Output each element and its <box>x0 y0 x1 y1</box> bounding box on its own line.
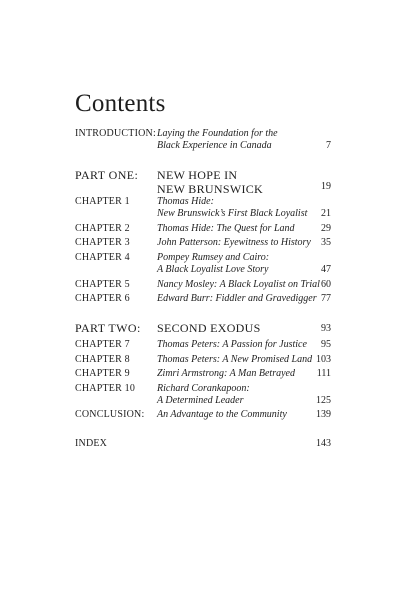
entry-title: Thomas Peters: A Passion for Justice <box>157 339 307 350</box>
entry-label: CHAPTER 5 <box>75 279 130 290</box>
entry-title: Thomas Hide: New Brunswick’s First Black Loyalist <box>157 196 308 219</box>
entry-page-number: 21 <box>321 208 331 219</box>
entry-label: INDEX <box>75 438 108 449</box>
entry-title: SECOND EXODUS <box>157 321 261 335</box>
entry-title: An Advantage to the Community <box>157 409 287 420</box>
entry-title: Richard Corankapoon: A Determined Leader <box>157 383 250 406</box>
entry-page-number: 103 <box>316 354 331 365</box>
entry-title: Nancy Mosley: A Black Loyalist on Trial <box>157 279 320 290</box>
entry-page-number: 35 <box>321 237 331 248</box>
entry-page-number: 7 <box>326 140 331 151</box>
entry-title: John Patterson: Eyewitness to History <box>157 237 311 248</box>
entry-label: CHAPTER 10 <box>75 383 136 394</box>
entry-title: Thomas Peters: A New Promised Land <box>157 354 313 365</box>
entry-page-number: 19 <box>321 181 331 192</box>
entry-page-number: 77 <box>321 293 331 304</box>
entry-label: CHAPTER 2 <box>75 223 130 234</box>
entry-title: Thomas Hide: The Quest for Land <box>157 223 295 234</box>
entry-page-number: 60 <box>321 279 331 290</box>
entry-label: PART TWO: <box>75 321 141 335</box>
entry-page-number: 47 <box>321 264 331 275</box>
entry-label: CONCLUSION: <box>75 409 145 420</box>
entry-page-number: 143 <box>316 438 331 449</box>
entry-label: CHAPTER 1 <box>75 196 130 207</box>
entry-label: CHAPTER 6 <box>75 293 130 304</box>
entry-page-number: 29 <box>321 223 331 234</box>
entry-label: INTRODUCTION: <box>75 128 156 139</box>
entry-label: PART ONE: <box>75 168 139 182</box>
entry-title: Zimri Armstrong: A Man Betrayed <box>157 368 295 379</box>
entry-title: Pompey Rumsey and Cairo: A Black Loyalist Love Story <box>157 252 270 275</box>
entry-title: NEW HOPE IN NEW BRUNSWICK <box>157 168 264 196</box>
entry-title: Edward Burr: Fiddler and Gravedigger <box>157 293 317 304</box>
entry-page-number: 111 <box>316 368 331 379</box>
entry-label: CHAPTER 7 <box>75 339 130 350</box>
page-title: Contents <box>75 90 166 117</box>
entry-label: CHAPTER 8 <box>75 354 130 365</box>
entry-page-number: 125 <box>316 395 331 406</box>
entry-page-number: 139 <box>316 409 331 420</box>
entry-label: CHAPTER 4 <box>75 252 130 263</box>
entry-title: Laying the Foundation for the Black Experience in Canada <box>157 128 278 151</box>
entry-label: CHAPTER 9 <box>75 368 130 379</box>
entry-page-number: 93 <box>321 323 331 334</box>
entry-page-number: 95 <box>321 339 331 350</box>
entry-label: CHAPTER 3 <box>75 237 130 248</box>
